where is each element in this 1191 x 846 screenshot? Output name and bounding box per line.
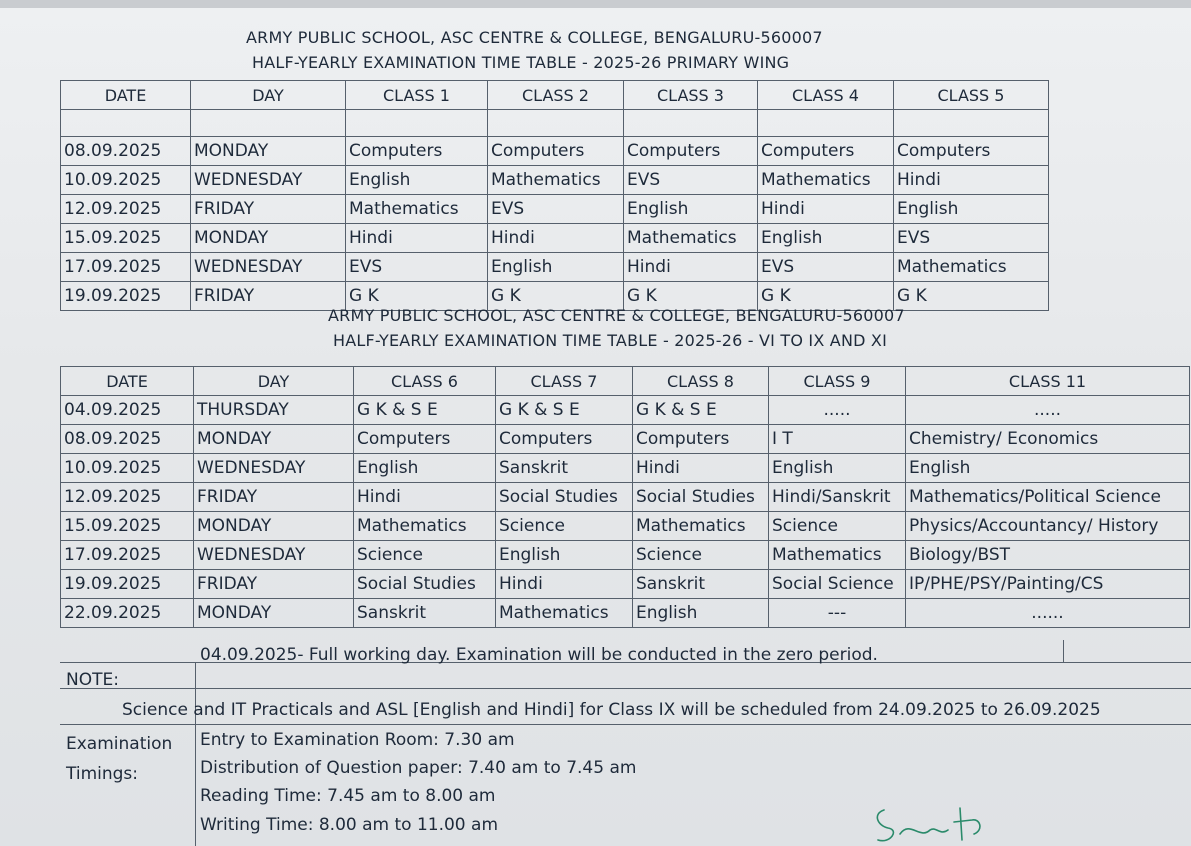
table-cell: G K <box>346 282 488 311</box>
primary-header-cell: DAY <box>191 81 346 110</box>
table-cell: WEDNESDAY <box>194 454 354 483</box>
table-cell: Sanskrit <box>633 570 769 599</box>
table-row <box>61 166 1049 195</box>
table-cell: Science <box>633 541 769 570</box>
table-cell: Hindi/Sanskrit <box>769 483 906 512</box>
table-cell: --- <box>769 599 906 628</box>
table-cell: EVS <box>488 195 624 224</box>
secondary-header-row <box>61 367 1190 396</box>
table-cell: Sanskrit <box>354 599 496 628</box>
secondary-header-cell: CLASS 11 <box>906 367 1190 396</box>
table-cell: Chemistry/ Economics <box>906 425 1190 454</box>
table-cell: 17.09.2025 <box>61 541 194 570</box>
timing-item: Distribution of Question paper: 7.40 am to 7.45 am <box>200 758 637 778</box>
table-cell: G K & S E <box>354 396 496 425</box>
table-cell: English <box>758 224 894 253</box>
table-cell: Hindi <box>354 483 496 512</box>
table-cell: Computers <box>624 137 758 166</box>
primary-spacer-row <box>61 110 1049 137</box>
secondary-school-title: ARMY PUBLIC SCHOOL, ASC CENTRE & COLLEGE, BENGALURU-560007 <box>328 306 905 325</box>
table-cell: Science <box>769 512 906 541</box>
divider <box>60 724 1191 725</box>
table-cell: MONDAY <box>191 137 346 166</box>
table-cell: Mathematics <box>488 166 624 195</box>
table-cell: 19.09.2025 <box>61 570 194 599</box>
table-cell: 15.09.2025 <box>61 512 194 541</box>
table-cell: G K & S E <box>633 396 769 425</box>
table-cell: G K <box>758 282 894 311</box>
note-line-2: Science and IT Practicals and ASL [English and Hindi] for Class IX will be scheduled from 24.09.2025 to 26.09.2025 <box>122 700 1101 720</box>
secondary-header-cell: CLASS 6 <box>354 367 496 396</box>
divider <box>1063 640 1064 662</box>
table-cell: 04.09.2025 <box>61 396 194 425</box>
table-cell: English <box>894 195 1049 224</box>
table-cell: MONDAY <box>194 599 354 628</box>
primary-header-cell: CLASS 1 <box>346 81 488 110</box>
table-cell: ...... <box>906 599 1190 628</box>
divider <box>195 662 196 846</box>
timings-label-1: Examination <box>66 734 173 754</box>
table-cell: Computers <box>894 137 1049 166</box>
table-cell: Computers <box>758 137 894 166</box>
table-row <box>61 483 1190 512</box>
table-cell: Mathematics <box>758 166 894 195</box>
table-row <box>61 454 1190 483</box>
table-cell: 08.09.2025 <box>61 137 191 166</box>
table-cell: THURSDAY <box>194 396 354 425</box>
table-cell: G K <box>624 282 758 311</box>
table-cell: Social Studies <box>633 483 769 512</box>
table-cell: Sanskrit <box>496 454 633 483</box>
primary-header-cell: DATE <box>61 81 191 110</box>
table-cell: Social Studies <box>496 483 633 512</box>
table-cell: Hindi <box>894 166 1049 195</box>
primary-header-cell: CLASS 4 <box>758 81 894 110</box>
table-cell: Hindi <box>496 570 633 599</box>
table-cell: Science <box>354 541 496 570</box>
table-cell: G K <box>488 282 624 311</box>
table-cell: FRIDAY <box>191 195 346 224</box>
table-cell: 15.09.2025 <box>61 224 191 253</box>
primary-header-cell: CLASS 2 <box>488 81 624 110</box>
table-cell: 12.09.2025 <box>61 195 191 224</box>
secondary-subtitle: HALF-YEARLY EXAMINATION TIME TABLE - 2025-26 - VI TO IX AND XI <box>333 331 887 350</box>
secondary-header-cell: CLASS 8 <box>633 367 769 396</box>
table-row <box>61 512 1190 541</box>
table-cell: English <box>906 454 1190 483</box>
table-cell: English <box>346 166 488 195</box>
table-cell: Physics/Accountancy/ History <box>906 512 1190 541</box>
table-cell: Hindi <box>633 454 769 483</box>
table-cell: FRIDAY <box>191 282 346 311</box>
table-cell: Mathematics <box>354 512 496 541</box>
table-cell: Mathematics <box>624 224 758 253</box>
table-cell: Computers <box>496 425 633 454</box>
timings-label-2: Timings: <box>66 764 139 784</box>
signature-icon <box>870 800 990 846</box>
table-cell: Computers <box>488 137 624 166</box>
timing-item: Entry to Examination Room: 7.30 am <box>200 730 515 750</box>
secondary-header-cell: CLASS 9 <box>769 367 906 396</box>
divider <box>60 688 1191 689</box>
table-cell: FRIDAY <box>194 570 354 599</box>
table-row <box>61 570 1190 599</box>
table-cell: English <box>624 195 758 224</box>
table-cell: English <box>633 599 769 628</box>
primary-header-row <box>61 81 1049 110</box>
table-cell: 17.09.2025 <box>61 253 191 282</box>
note-line-1: 04.09.2025- Full working day. Examination will be conducted in the zero period. <box>200 645 878 665</box>
table-cell: 08.09.2025 <box>61 425 194 454</box>
primary-subtitle: HALF-YEARLY EXAMINATION TIME TABLE - 2025-26 PRIMARY WING <box>252 53 790 72</box>
table-cell: Hindi <box>346 224 488 253</box>
table-cell: Mathematics <box>894 253 1049 282</box>
secondary-header-cell: DAY <box>194 367 354 396</box>
table-cell: EVS <box>346 253 488 282</box>
table-cell: English <box>488 253 624 282</box>
table-cell: FRIDAY <box>194 483 354 512</box>
table-cell: Hindi <box>624 253 758 282</box>
table-cell: Social Science <box>769 570 906 599</box>
table-cell: G K & S E <box>496 396 633 425</box>
table-cell: MONDAY <box>191 224 346 253</box>
table-cell: Science <box>496 512 633 541</box>
table-cell: MONDAY <box>194 425 354 454</box>
table-cell: 22.09.2025 <box>61 599 194 628</box>
table-cell: G K <box>894 282 1049 311</box>
table-cell: English <box>354 454 496 483</box>
page-edge <box>0 0 1191 8</box>
timing-item: Reading Time: 7.45 am to 8.00 am <box>200 786 496 806</box>
table-row <box>61 425 1190 454</box>
table-cell: IP/PHE/PSY/Painting/CS <box>906 570 1190 599</box>
secondary-timetable <box>60 366 1190 628</box>
timing-item: Writing Time: 8.00 am to 11.00 am <box>200 815 499 835</box>
table-row <box>61 599 1190 628</box>
table-cell: 10.09.2025 <box>61 166 191 195</box>
table-cell: Hindi <box>488 224 624 253</box>
table-cell: 12.09.2025 <box>61 483 194 512</box>
primary-school-title: ARMY PUBLIC SCHOOL, ASC CENTRE & COLLEGE, BENGALURU-560007 <box>246 28 823 47</box>
table-cell: I T <box>769 425 906 454</box>
table-cell: Mathematics <box>496 599 633 628</box>
table-row <box>61 541 1190 570</box>
secondary-header-cell: CLASS 7 <box>496 367 633 396</box>
note-label: NOTE: <box>66 670 119 690</box>
table-cell: EVS <box>894 224 1049 253</box>
secondary-header-cell: DATE <box>61 367 194 396</box>
primary-timetable <box>60 80 1049 311</box>
table-cell: Biology/BST <box>906 541 1190 570</box>
table-cell: Mathematics <box>346 195 488 224</box>
table-cell: Mathematics/Political Science <box>906 483 1190 512</box>
table-cell: ..... <box>906 396 1190 425</box>
primary-header-cell: CLASS 5 <box>894 81 1049 110</box>
table-row <box>61 195 1049 224</box>
table-cell: WEDNESDAY <box>191 166 346 195</box>
primary-header-cell: CLASS 3 <box>624 81 758 110</box>
table-row <box>61 137 1049 166</box>
table-cell: MONDAY <box>194 512 354 541</box>
table-cell: Computers <box>633 425 769 454</box>
table-cell: EVS <box>624 166 758 195</box>
table-cell: English <box>769 454 906 483</box>
table-cell: WEDNESDAY <box>191 253 346 282</box>
table-cell: Hindi <box>758 195 894 224</box>
table-cell: Mathematics <box>633 512 769 541</box>
table-row <box>61 224 1049 253</box>
table-cell: EVS <box>758 253 894 282</box>
table-cell: ..... <box>769 396 906 425</box>
table-cell: Mathematics <box>769 541 906 570</box>
table-cell: English <box>496 541 633 570</box>
table-cell: 19.09.2025 <box>61 282 191 311</box>
table-row <box>61 253 1049 282</box>
table-cell: Computers <box>346 137 488 166</box>
table-row <box>61 396 1190 425</box>
table-cell: WEDNESDAY <box>194 541 354 570</box>
table-cell: 10.09.2025 <box>61 454 194 483</box>
table-cell: Social Studies <box>354 570 496 599</box>
table-cell: Computers <box>354 425 496 454</box>
